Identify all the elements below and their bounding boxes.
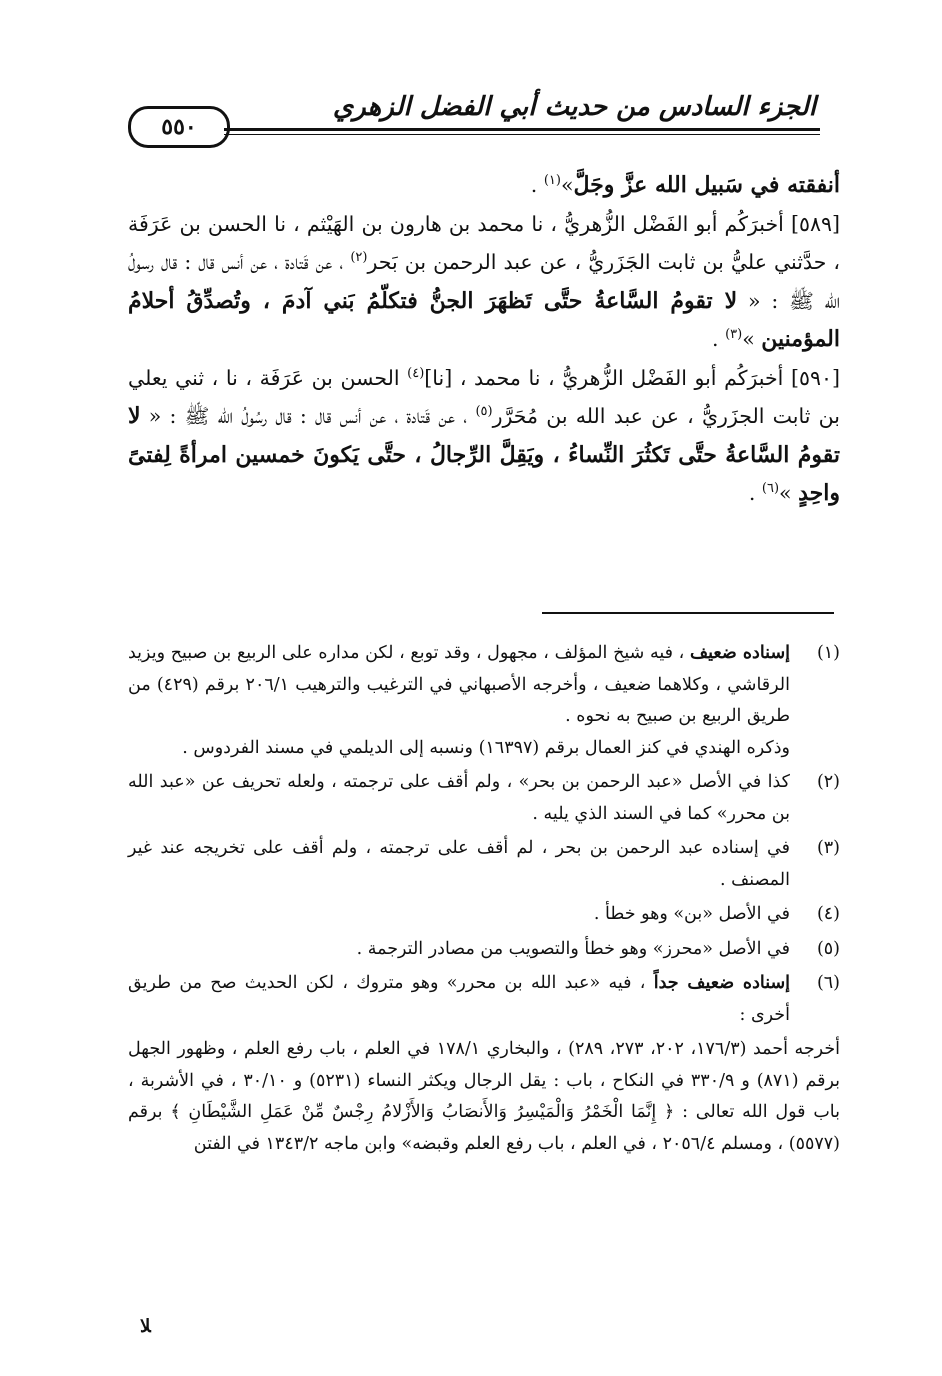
footnote-2	[128, 767, 840, 830]
footnote-4	[128, 899, 840, 931]
running-title: الجزء السادس من حديث أبي الفضل الزهري	[332, 92, 816, 122]
footnote-continuation: وذكره الهندي في كنز العمال برقم (١٦٣٩٧) ونسبه إلى الديلمي في مسند الفردوس .	[182, 737, 790, 758]
isnad-cont: ، عن قَتادة ، عن أنس قال : قال رسولُ الله ﷺ : «	[128, 250, 840, 313]
footnote-6-continuation: أخرجه أحمد (١٧٦/٣، ٢٠٢، ٢٧٣، ٢٨٩) ، والبخاري ١٧٨/١ في العلم ، باب رفع العلم ، وظهور الجهل برقم (٨٧١) و ٣٣٠/٩ في النكاح ، باب : يقل الرجال ويكثر النساء (٥٢٣١) و ٣٠/١٠ ، في الأشربة ، باب قول الله تعالى : ﴿ إِنَّمَا الْخَمْرُ وَالْمَيْسِرُ وَالأَنصَابُ وَالأَزْلامُ رِجْسٌ مِّنْ عَمَلِ الشَّيْطَانِ ﴾ برقم (٥٥٧٧) ، ومسلم ٢٠٥٦/٤ ، في العلم ، باب رفع العلم وقبضه» وابن ماجه ١٣٤٣/٢ في الفتن	[128, 1039, 841, 1154]
isnad-cont: ، عن قَتادة ، عن أنس قال : قال رسُولُ الله ﷺ : «	[140, 404, 476, 428]
footnote-divider	[542, 612, 834, 614]
footnote-ref: (١)	[543, 173, 561, 189]
footnote-number: (٦)	[816, 973, 840, 993]
header-rule-thin	[224, 134, 820, 135]
footnote-text: في إسناده عبد الرحمن بن بحر ، لم أقف على ترجمته ، ولم أقف على تخريجه عند غير المصنف .	[128, 838, 790, 890]
footnote-ref: (٥)	[475, 404, 493, 420]
punct: .	[712, 327, 726, 351]
isnad: [٥٩٠] أخبرَكُم أبو الفَضْل الزُّهريُّ ، نا محمد ، [نا]	[424, 365, 840, 390]
footnote-text: في الأصل «محرز» وهو خطأ والتصويب من مصادر الترجمة .	[356, 938, 790, 959]
quote-close: »	[742, 327, 762, 351]
punct: .	[748, 481, 762, 505]
footnote-text: ، فيه «عبد الله بن محرر» وهو متروك ، لكن الحديث صح من طريق أخرى :	[128, 973, 790, 1025]
footnote-number: (٥)	[816, 938, 840, 959]
paragraph-continuation	[128, 166, 840, 205]
footnote-grading: إسناده ضعيف جداً	[653, 973, 790, 993]
header-rule	[224, 128, 820, 131]
footnote-grading: إسناده ضعيف	[690, 643, 790, 663]
footnotes	[128, 638, 840, 1160]
footnote-6	[128, 968, 840, 1031]
catchword-mark: ﻼ	[140, 1316, 151, 1337]
punct: .	[530, 173, 544, 197]
quote-close: »	[560, 173, 574, 197]
hadith-text: أنفقته في سَبيل الله عزَّ وجَلَّ	[573, 172, 840, 198]
quote-close: »	[779, 481, 799, 505]
footnote-5	[128, 934, 840, 966]
page-number: ٥٥٠	[128, 106, 230, 148]
isnad-cont: الحسن بن عَرَفَة ، نا ، ثني يعلي بن ثابت الجزَريُّ ، عن عبد الله بن مُحَرَّر	[128, 365, 840, 428]
hadith-590	[128, 359, 840, 513]
footnote-ref: (٦)	[761, 481, 780, 497]
footnote-number: (١)	[816, 643, 840, 663]
footnote-text: ، فيه شيخ المؤلف ، مجهول ، وقد توبع ، لكن مداره على الربيع بن صبيح ويزيد الرقاشي ، وكلاهما ضعيف ، وأخرجه الأصبهاني في الترغيب والترهيب ٢٠٦/١ برقم (٤٢٩) من طريق الربيع بن صبيح به نحوه .	[128, 643, 790, 726]
footnote-1	[128, 638, 840, 764]
footnote-ref: (٤)	[407, 365, 425, 381]
footnote-3	[128, 833, 840, 896]
page-header	[120, 92, 820, 154]
footnote-number: (٣)	[816, 838, 840, 858]
hadith-text: لا تقومُ السَّاعةُ حتَّى تَكثُرَ النِّساءُ ، ويَقِلَّ الرِّجالُ ، حتَّى يَكونَ خمسين امرأةً لِفتىً واحِدٍ	[128, 403, 840, 506]
main-text	[128, 166, 840, 513]
footnote-ref: (٣)	[725, 327, 743, 343]
hadith-text: لا تقومُ السَّاعةُ حتَّى تَظهَرَ الجنُّ فتكلّمُ بَني آدمَ ، وتُصدِّقُ أحلامُ المؤمنين	[128, 287, 840, 352]
footnote-ref: (٢)	[350, 250, 368, 266]
footnote-text: في الأصل «بن» وهو خطأ .	[593, 904, 790, 924]
footnote-text: كذا في الأصل «عبد الرحمن بن بحر» ، ولم أقف على ترجمته ، ولعله تحريف عن «عبد الله بن محرر» كما في السند الذي يليه .	[128, 772, 790, 824]
hadith-589	[128, 205, 840, 359]
footnote-number: (٢)	[816, 772, 840, 792]
footnote-number: (٤)	[816, 904, 840, 924]
isnad: [٥٨٩] أخبرَكُم أبو الفَضْل الزُّهريُّ ، نا محمد بن هارون بن الهَيْثم ، نا الحسن بن عَرَفَة ، حدَّثني عليُّ بن ثابت الجَزَريُّ ، عن عبد الرحمن بن بَحر	[128, 211, 841, 274]
